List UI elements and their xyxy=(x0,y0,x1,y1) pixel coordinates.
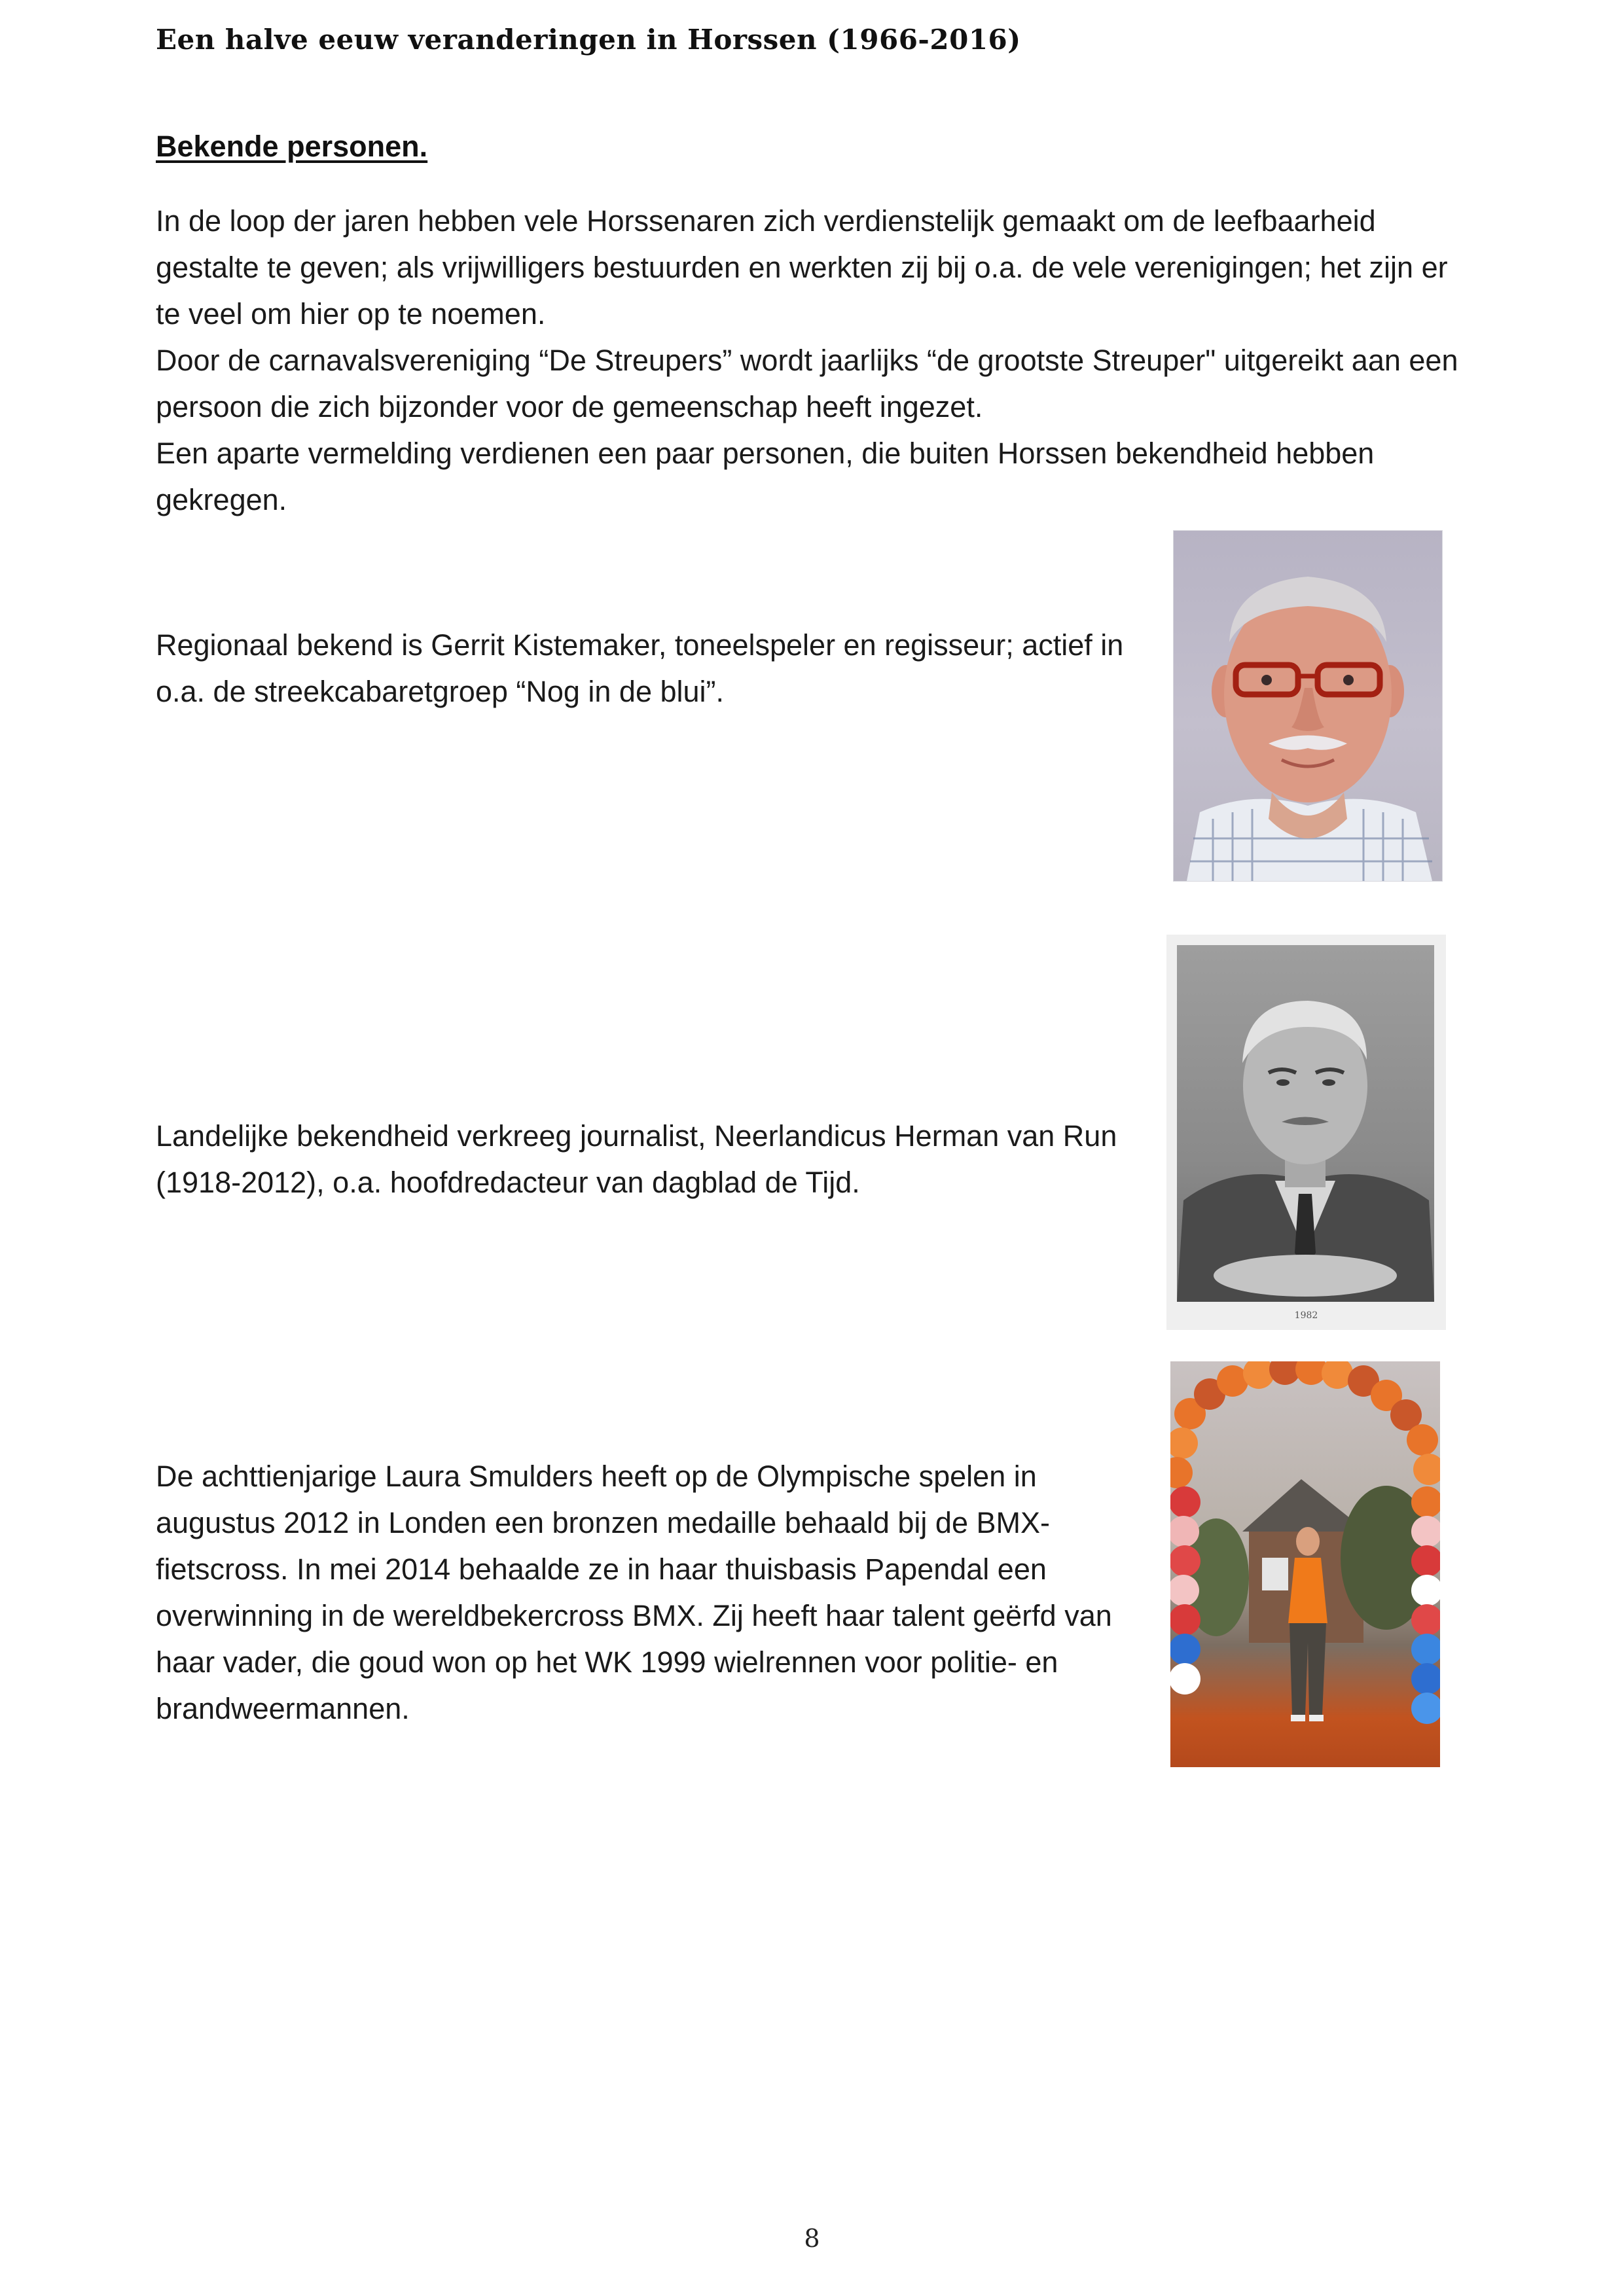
portrait-illustration xyxy=(1174,531,1442,881)
intro-paragraph: In de loop der jaren hebben vele Horssenaren zich verdienstelijk gemaakt om de leefbaarheid gestalte te geven; als vrijwilligers bestuurden en werkten zij bij o.a. de vele verenigingen; het zijn er te veel om hier op te noemen. xyxy=(156,204,1448,331)
photo-smulders-balloon-arch xyxy=(1170,1361,1440,1767)
person-description-kistemaker: Regionaal bekend is Gerrit Kistemaker, toneelspeler en regisseur; actief in o.a. de streekcabaretgroep “Nog in de blui”. xyxy=(156,628,1124,708)
portrait-illustration xyxy=(1177,945,1434,1302)
person-description-smulders: De achttienjarige Laura Smulders heeft op de Olympische spelen in augustus 2012 in Londen een bronzen medaille behaald bij de BMX-fietscross. In mei 2014 behaalde ze in haar thuisbasis Papendal een overwinning in de wereldbekercross BMX. Zij heeft haar talent geërfd van haar vader, die goud won op het WK 1999 wielrennen voor politie- en brandweermannen. xyxy=(156,1460,1112,1725)
intro-paragraph: Door de carnavalsvereniging “De Streupers” wordt jaarlijks “de grootste Streuper" uitgereikt aan een persoon die zich bijzonder voor de gemeenschap heeft ingezet. xyxy=(156,344,1458,423)
photo-caption-year: 1982 xyxy=(1294,1310,1318,1321)
intro-text xyxy=(156,198,1478,523)
portrait-photo-kistemaker xyxy=(1173,530,1443,882)
portrait-photo-van-run xyxy=(1166,935,1446,1330)
person-description-van-run: Landelijke bekendheid verkreeg journalist, Neerlandicus Herman van Run (1918-2012), o.a. hoofdredacteur van dagblad de Tijd. xyxy=(156,1119,1117,1199)
section-title: Bekende personen. xyxy=(156,130,428,163)
bw-photo-area xyxy=(1177,945,1434,1302)
running-header: Een halve eeuw veranderingen in Horssen (1966-2016) xyxy=(156,24,1021,56)
balloon-arch-illustration xyxy=(1170,1361,1440,1767)
page-number: 8 xyxy=(804,2224,820,2253)
intro-paragraph: Een aparte vermelding verdienen een paar personen, die buiten Horssen bekendheid hebben gekregen. xyxy=(156,437,1375,516)
